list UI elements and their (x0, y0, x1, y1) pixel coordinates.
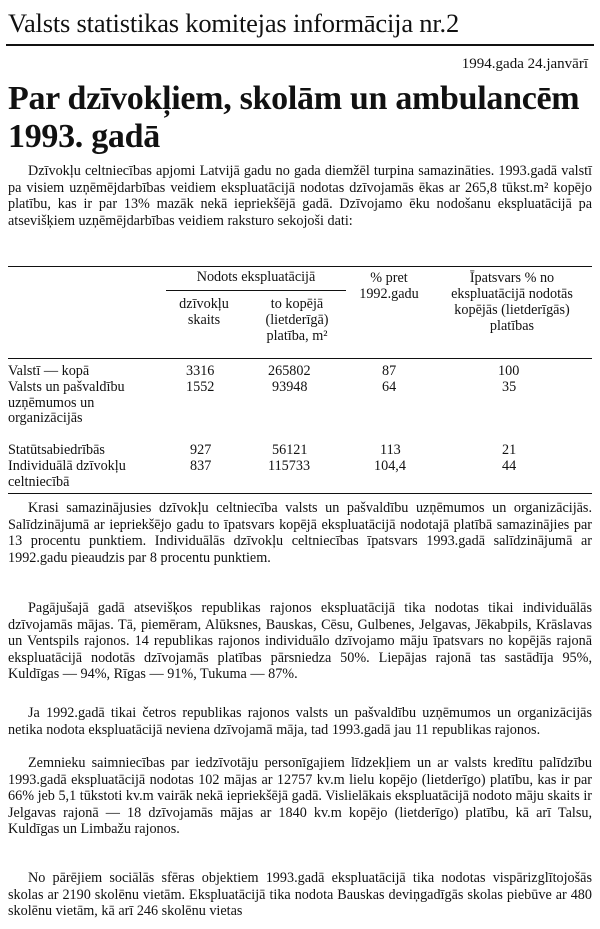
row-share: 35 (502, 379, 517, 395)
row-units: 927 (190, 442, 212, 458)
body-paragraph-3: Ja 1992.gadā tikai četros republikas rajonos valsts un pašvaldību uzņēmumos un organizācijās netika nodota ekspluatācijā neviena dzīvojamā māja, tad 1993.gadā jau 11 republikas rajonos. (8, 705, 592, 738)
header-share: Īpatsvars % no ekspluatācijā nodotās kopējās (lietderīgās) platības (451, 270, 573, 334)
header-group-rule (166, 290, 346, 291)
body-paragraph-1: Krasi samazinājusies dzīvokļu celtniecība valsts un pašvaldību uzņēmumos un organizācijās. Salīdzinājumā ar iepriekšējo gadu to īpatsvars kopējā ekspluatācijā nodotajā platībā samazinājies par 13 procentu punktiem. Individuālās dzīvokļu celtniecības īpatsvars 1993.gadā salīdzinājumā ar 1992.gadu pieaudzis par 8 procentu punktiem. (8, 500, 592, 566)
table-bottom-rule (8, 493, 592, 494)
masthead-title: Valsts statistikas komitejas informācija nr.2 (8, 8, 459, 38)
body-paragraph-5: No pārējiem sociālās sfēras objektiem 1993.gadā ekspluatācijā tika nodotas vispārizglītojošās skolas ar 2190 skolēnu vietām. Ekspluatācijā tika nodota Bauskas deviņgadīgās skolas piebūve ar 480 skolēnu vietām, kā arī 246 skolēnu vietas (8, 870, 592, 920)
issue-date: 1994.gada 24.janvārī (461, 56, 588, 72)
header-units: dzīvokļu skaits (179, 296, 229, 328)
row-label: Valsts un pašvaldību uzņēmumos un organizācijās (8, 379, 125, 427)
row-label: Statūtsabiedrībās (8, 442, 105, 458)
header-area: to kopējā (lietderīgā) platība, m² (265, 296, 329, 344)
header-group-label: Nodots ekspluatācijā (196, 269, 316, 285)
row-area: 93948 (272, 379, 308, 395)
row-share: 44 (502, 458, 517, 474)
body-paragraph-4: Zemnieku saimniecības par iedzīvotāju personīgajiem līdzekļiem un ar valsts kredītu palīdzību 1993.gadā ekspluatācijā nodotas 102 mājas ar 12757 kv.m lielu kopējo (lietderīgo) platību, kas ir par 66% jeb 5,1 tūkstoti kv.m vairāk nekā iepriekšējā gadā. Vislielākais ekspluatācijā nodoto māju skaits ir Jelgavas rajonā — 18 dzīvojamās mājas ar 1840 kv.m kopējo (lietderīgo) platību, kā arī Talsu, Kuldīgas un Limbažu rajonos. (8, 755, 592, 838)
row-label: Valstī — kopā (8, 363, 90, 379)
header-pct: % pret 1992.gadu (359, 270, 419, 302)
row-pct: 104,4 (374, 458, 406, 474)
article-headline: Par dzīvokļiem, skolām un ambulancēm 1993. gadā (8, 80, 580, 155)
body-paragraph-2: Pagājušajā gadā atsevišķos republikas rajonos ekspluatācijā tika nodotas tikai individuālās dzīvojamās mājas. Tā, piemēram, Alūksnes, Bauskas, Cēsu, Gulbenes, Jelgavas, Jēkabpils, Krāslavas un Ventspils rajonos. 14 republikas rajonos individuālo dzīvojamo māju īpatsvars no kopējās rajonā ekspluatācijā nodotās dzīvojamās platības pārsniedza 50%. Liepājas rajonā tas sastādīja 95%, Kuldīgas — 94%, Rīgas — 91%, Tukuma — 87%. (8, 600, 592, 683)
row-area: 265802 (268, 363, 311, 379)
row-share: 21 (502, 442, 517, 458)
row-share: 100 (498, 363, 520, 379)
row-units: 1552 (186, 379, 215, 395)
row-pct: 87 (382, 363, 397, 379)
table-header-rule (8, 358, 592, 359)
row-label: Individuālā dzīvokļu celtniecībā (8, 458, 126, 490)
row-units: 837 (190, 458, 212, 474)
row-area: 56121 (272, 442, 308, 458)
row-units: 3316 (186, 363, 215, 379)
table-top-rule (8, 266, 592, 267)
row-pct: 64 (382, 379, 397, 395)
row-area: 115733 (268, 458, 311, 474)
row-pct: 113 (380, 442, 401, 458)
intro-paragraph: Dzīvokļu celtniecības apjomi Latvijā gadu no gada diemžēl turpina samazināties. 1993.gadā valstī pa visiem uzņēmējdarbības veidiem ekspluatācijā nodotas dzīvojamās ēkas ar 265,8 tūkst.m² kopējo platību, kas ir par 13% mazāk nekā iepriekšējā gadā. Dzīvojamo ēku nodošanu ekspluatācijā pa atsevišķiem uzņēmējdarbības veidiem raksturo sekojoši dati: (8, 163, 592, 229)
